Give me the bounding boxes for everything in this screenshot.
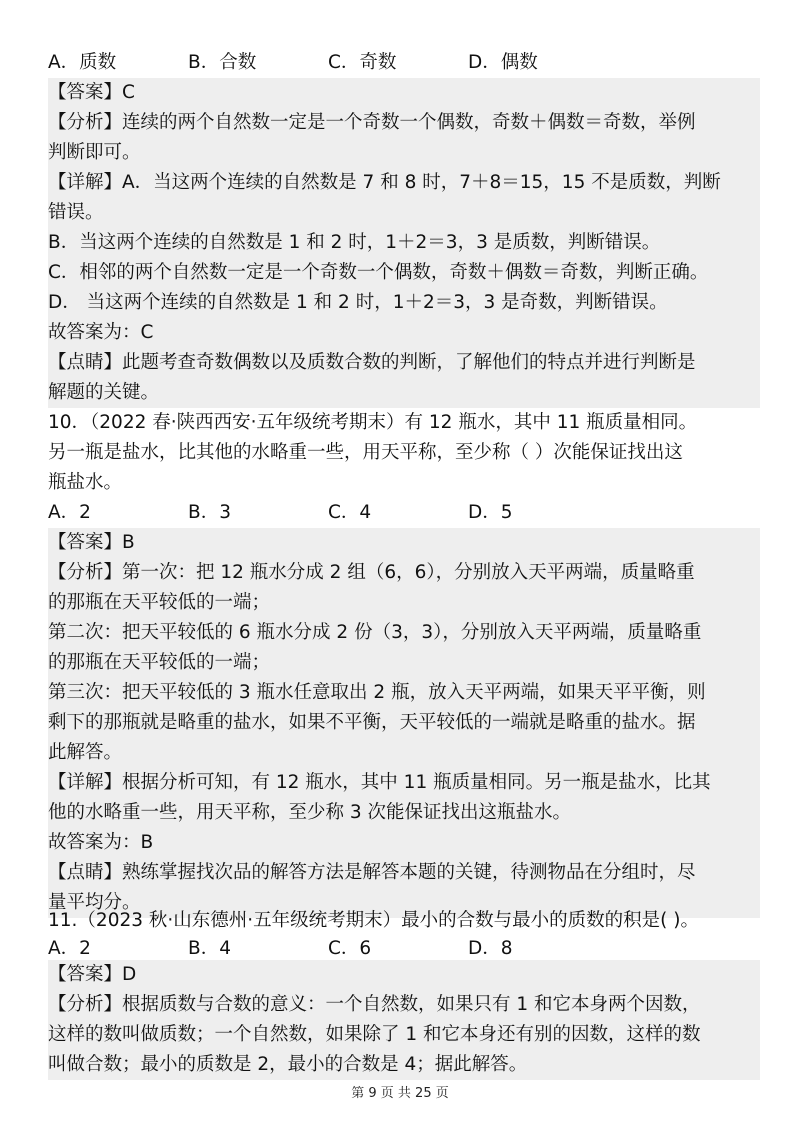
q9-detail-line: B．当这两个连续的自然数是 1 和 2 时，1＋2＝3，3 是质数，判断错误。	[48, 228, 760, 258]
q11-analysis-line: 【分析】根据质数与合数的意义：一个自然数，如果只有 1 和它本身两个因数，	[48, 990, 760, 1020]
q9-comment-line: 【点睛】此题考查奇数偶数以及质数合数的判断，了解他们的特点并进行判断是	[48, 348, 760, 378]
q10-analysis-line: 第三次：把天平较低的 3 瓶水任意取出 2 瓶，放入天平两端，如果天平平衡，则	[48, 678, 760, 708]
q10-option-b: B．3	[188, 502, 231, 523]
q10-analysis-line: 第二次：把天平较低的 6 瓶水分成 2 份（3，3），分别放入天平两端，质量略重	[48, 618, 760, 648]
q11-option-a: A．2	[48, 938, 91, 959]
q11-stem: 11.（2023 秋·山东德州·五年级统考期末）最小的合数与最小的质数的积是( )。	[48, 910, 699, 931]
q10-detail-line: 他的水略重一些，用天平称，至少称 3 次能保证找出这瓶盐水。	[48, 798, 760, 828]
q10-stem-line: 10．（2022 春·陕西西安·五年级统考期末）有 12 瓶水，其中 11 瓶质量相同。	[48, 412, 698, 433]
q11-analysis-line: 这样的数叫做质数；一个自然数，如果除了 1 和它本身还有别的因数，这样的数	[48, 1020, 760, 1050]
q11-option-d: D．8	[468, 938, 513, 959]
q10-options	[48, 498, 760, 528]
q11-answer: 【答案】D	[48, 960, 760, 990]
q10-option-a: A．2	[48, 502, 91, 523]
q9-detail-line: D． 当这两个连续的自然数是 1 和 2 时，1＋2＝3，3 是奇数，判断错误。	[48, 288, 760, 318]
q10-stem-line: 另一瓶是盐水，比其他的水略重一些，用天平称，至少称（ ）次能保证找出这	[48, 442, 683, 463]
q10-option-d: D．5	[468, 502, 513, 523]
q9-final-answer: 故答案为：C	[48, 318, 760, 348]
q10-option-c: C．4	[328, 502, 372, 523]
q10-comment-line: 量平均分。	[48, 888, 760, 918]
q9-analysis-line: 判断即可。	[48, 138, 760, 168]
q9-detail-line: 【详解】A．当这两个连续的自然数是 7 和 8 时，7＋8＝15，15 不是质数，判断	[48, 168, 760, 198]
q10-stem-line: 瓶盐水。	[48, 472, 123, 493]
q10-analysis-line: 此解答。	[48, 738, 760, 768]
q10-final-answer: 故答案为：B	[48, 828, 760, 858]
q11-option-b: B．4	[188, 938, 231, 959]
q10-analysis-line: 剩下的那瓶就是略重的盐水，如果不平衡，天平较低的一端就是略重的盐水。据	[48, 708, 760, 738]
q10-answer: 【答案】B	[48, 528, 760, 558]
q10-analysis-line: 的那瓶在天平较低的一端；	[48, 588, 760, 618]
q9-options	[48, 48, 760, 78]
q11-option-c: C．6	[328, 938, 372, 959]
q11-analysis-line: 叫做合数；最小的质数是 2，最小的合数是 4；据此解答。	[48, 1050, 760, 1080]
q10-analysis-line: 【分析】第一次：把 12 瓶水分成 2 组（6，6），分别放入天平两端，质量略重	[48, 558, 760, 588]
q10-analysis-line: 的那瓶在天平较低的一端；	[48, 648, 760, 678]
q10-comment-line: 【点睛】熟练掌握找次品的解答方法是解答本题的关键，待测物品在分组时，尽	[48, 858, 760, 888]
q9-detail-line: 错误。	[48, 198, 760, 228]
q9-analysis-line: 【分析】连续的两个自然数一定是一个奇数一个偶数，奇数＋偶数＝奇数，举例	[48, 108, 760, 138]
q9-detail-line: C．相邻的两个自然数一定是一个奇数一个偶数，奇数＋偶数＝奇数，判断正确。	[48, 258, 760, 288]
q9-option-a: A．质数	[48, 52, 117, 73]
q9-comment-line: 解题的关键。	[48, 378, 760, 408]
q9-option-d: D．偶数	[468, 52, 538, 73]
q9-option-b: B．合数	[188, 52, 257, 73]
q9-answer: 【答案】C	[48, 78, 760, 108]
page-number-footer: 第 9 页 共 25 页	[351, 1086, 449, 1101]
q9-option-c: C．奇数	[328, 52, 397, 73]
q10-detail-line: 【详解】根据分析可知，有 12 瓶水，其中 11 瓶质量相同。另一瓶是盐水，比其	[48, 768, 760, 798]
